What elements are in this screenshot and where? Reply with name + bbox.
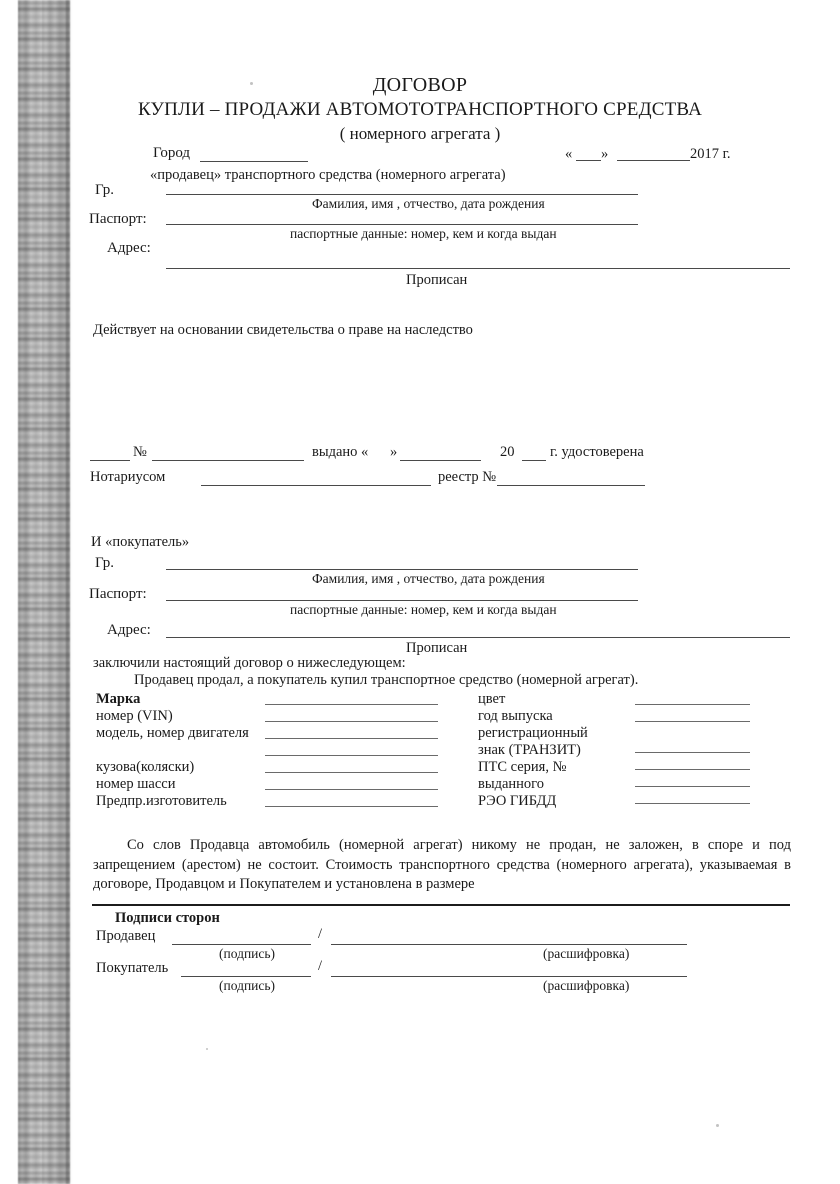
notary-fill-line[interactable] xyxy=(201,485,431,486)
city-fill-line[interactable] xyxy=(200,161,308,162)
seller-address-fill-line[interactable] xyxy=(166,268,790,269)
certificate-number-fill-line[interactable] xyxy=(152,460,304,461)
buyer-address-fill-line[interactable] xyxy=(166,637,790,638)
certificate-series-fill-line[interactable] xyxy=(90,460,130,461)
agreement-conclude-text: заключили настоящий договор о нижеследующем: xyxy=(93,655,406,671)
document-title-line-3: ( номерного агрегата ) xyxy=(339,124,501,143)
document-title-line-1: ДОГОВОР xyxy=(372,74,468,96)
vehicle-right-fill-line[interactable] xyxy=(635,786,750,787)
buyer-citizen-label: Гр. xyxy=(95,555,114,571)
seller-address-label: Адрес: xyxy=(107,240,151,256)
vehicle-field-manufacturer-label: Предпр.изготовитель xyxy=(96,793,227,809)
vehicle-field-body-label: кузова(коляски) xyxy=(96,759,195,775)
vehicle-left-fill-line[interactable] xyxy=(265,806,438,807)
seller-role-caption: «продавец» транспортного средства (номерного агрегата) xyxy=(150,167,506,183)
vehicle-field-year-label: год выпуска xyxy=(478,708,553,724)
signatures-separator-rule xyxy=(92,904,790,906)
registry-label: реестр № xyxy=(438,469,497,485)
signatures-heading: Подписи сторон xyxy=(115,910,220,926)
vehicle-field-marka-label: Марка xyxy=(96,691,141,707)
signature-seller-slash: / xyxy=(318,926,323,942)
certificate-date-fill-line[interactable] xyxy=(400,460,481,461)
signature-seller-sign-caption: (подпись) xyxy=(219,946,276,961)
vehicle-right-fill-line[interactable] xyxy=(635,803,750,804)
city-label: Город xyxy=(153,145,191,161)
vehicle-right-fill-line[interactable] xyxy=(635,704,750,705)
seller-name-caption: Фамилия, имя , отчество, дата рождения xyxy=(312,196,545,211)
signature-buyer-sign-line[interactable] xyxy=(181,976,311,977)
notary-label: Нотариусом xyxy=(90,469,166,485)
vehicle-field-color-label: цвет xyxy=(478,691,506,707)
vehicle-field-vin-label: номер (VIN) xyxy=(96,708,173,724)
seller-passport-label: Паспорт: xyxy=(89,211,147,227)
vehicle-field-regplate-label-line2: знак (ТРАНЗИТ) xyxy=(478,742,581,758)
seller-basis-text: Действует на основании свидетельства о праве на наследство xyxy=(93,322,473,338)
date-quote-open: « xyxy=(565,146,573,162)
certificate-issued-label: выдано « xyxy=(312,444,369,460)
vehicle-left-fill-line[interactable] xyxy=(265,704,438,705)
date-month-fill-line[interactable] xyxy=(617,160,690,161)
certificate-year-fill-line[interactable] xyxy=(522,460,546,461)
date-quote-close: » xyxy=(601,146,609,162)
seller-name-fill-line[interactable] xyxy=(166,194,638,195)
vehicle-field-pts-label: ПТС серия, № xyxy=(478,759,567,775)
vehicle-left-fill-line[interactable] xyxy=(265,772,438,773)
signature-seller-transcript-line[interactable] xyxy=(331,944,687,945)
vehicle-left-fill-line[interactable] xyxy=(265,789,438,790)
buyer-passport-label: Паспорт: xyxy=(89,586,147,602)
signature-seller-label: Продавец xyxy=(96,928,156,944)
seller-passport-caption: паспортные данные: номер, кем и когда выдан xyxy=(290,226,557,241)
vehicle-right-fill-line[interactable] xyxy=(635,752,750,753)
seller-address-caption: Прописан xyxy=(406,272,468,288)
vehicle-right-fill-line[interactable] xyxy=(635,769,750,770)
date-year: 2017 г. xyxy=(690,146,731,162)
signature-buyer-slash: / xyxy=(318,958,323,974)
buyer-name-caption: Фамилия, имя , отчество, дата рождения xyxy=(312,571,545,586)
signature-buyer-label: Покупатель xyxy=(96,960,169,976)
buyer-passport-fill-line[interactable] xyxy=(166,600,638,601)
signature-seller-sign-line[interactable] xyxy=(172,944,311,945)
vehicle-field-regplate-label-line1: регистрационный xyxy=(478,725,588,741)
declaration-paragraph: Со слов Продавца автомобиль (номерной агрегат) никому не продан, не заложен, в споре и под запрещением (арестом) не состоит. Стоимость транспортного средства (номерного агрегата), указываемая в договоре, Продавцом и Покупателем и установлена в размере xyxy=(93,837,791,892)
buyer-name-fill-line[interactable] xyxy=(166,569,638,570)
signature-buyer-transcript-caption: (расшифровка) xyxy=(543,978,630,993)
vehicle-left-fill-line[interactable] xyxy=(265,738,438,739)
document-title-line-2: КУПЛИ – ПРОДАЖИ АВТОМОТОТРАНСПОРТНОГО СРЕДСТВА xyxy=(137,99,703,120)
registry-fill-line[interactable] xyxy=(497,485,645,486)
signature-buyer-sign-caption: (подпись) xyxy=(219,978,276,993)
agreement-sale-text: Продавец продал, а покупатель купил транспортное средство (номерной агрегат). xyxy=(134,672,639,688)
buyer-role-caption: И «покупатель» xyxy=(91,534,190,550)
vehicle-right-fill-line[interactable] xyxy=(635,721,750,722)
certificate-year-prefix: 20 xyxy=(500,444,515,460)
vehicle-field-engine-label: модель, номер двигателя xyxy=(96,725,249,741)
buyer-address-label: Адрес: xyxy=(107,622,151,638)
buyer-passport-caption: паспортные данные: номер, кем и когда выдан xyxy=(290,602,557,617)
vehicle-field-reo-gibdd-label: РЭО ГИБДД xyxy=(478,793,557,809)
seller-citizen-label: Гр. xyxy=(95,182,114,198)
certificate-certified-label: г. удостоверена xyxy=(550,444,644,460)
vehicle-field-issuedby-label: выданного xyxy=(478,776,545,792)
buyer-address-caption: Прописан xyxy=(406,640,468,656)
vehicle-left-fill-line[interactable] xyxy=(265,755,438,756)
certificate-number-symbol: № xyxy=(133,444,147,460)
vehicle-field-chassis-label: номер шасси xyxy=(96,776,176,792)
seller-passport-fill-line[interactable] xyxy=(166,224,638,225)
signature-seller-transcript-caption: (расшифровка) xyxy=(543,946,630,961)
date-day-fill-line[interactable] xyxy=(576,160,601,161)
vehicle-left-fill-line[interactable] xyxy=(265,721,438,722)
signature-buyer-transcript-line[interactable] xyxy=(331,976,687,977)
certificate-issued-quote-close: » xyxy=(390,444,398,460)
